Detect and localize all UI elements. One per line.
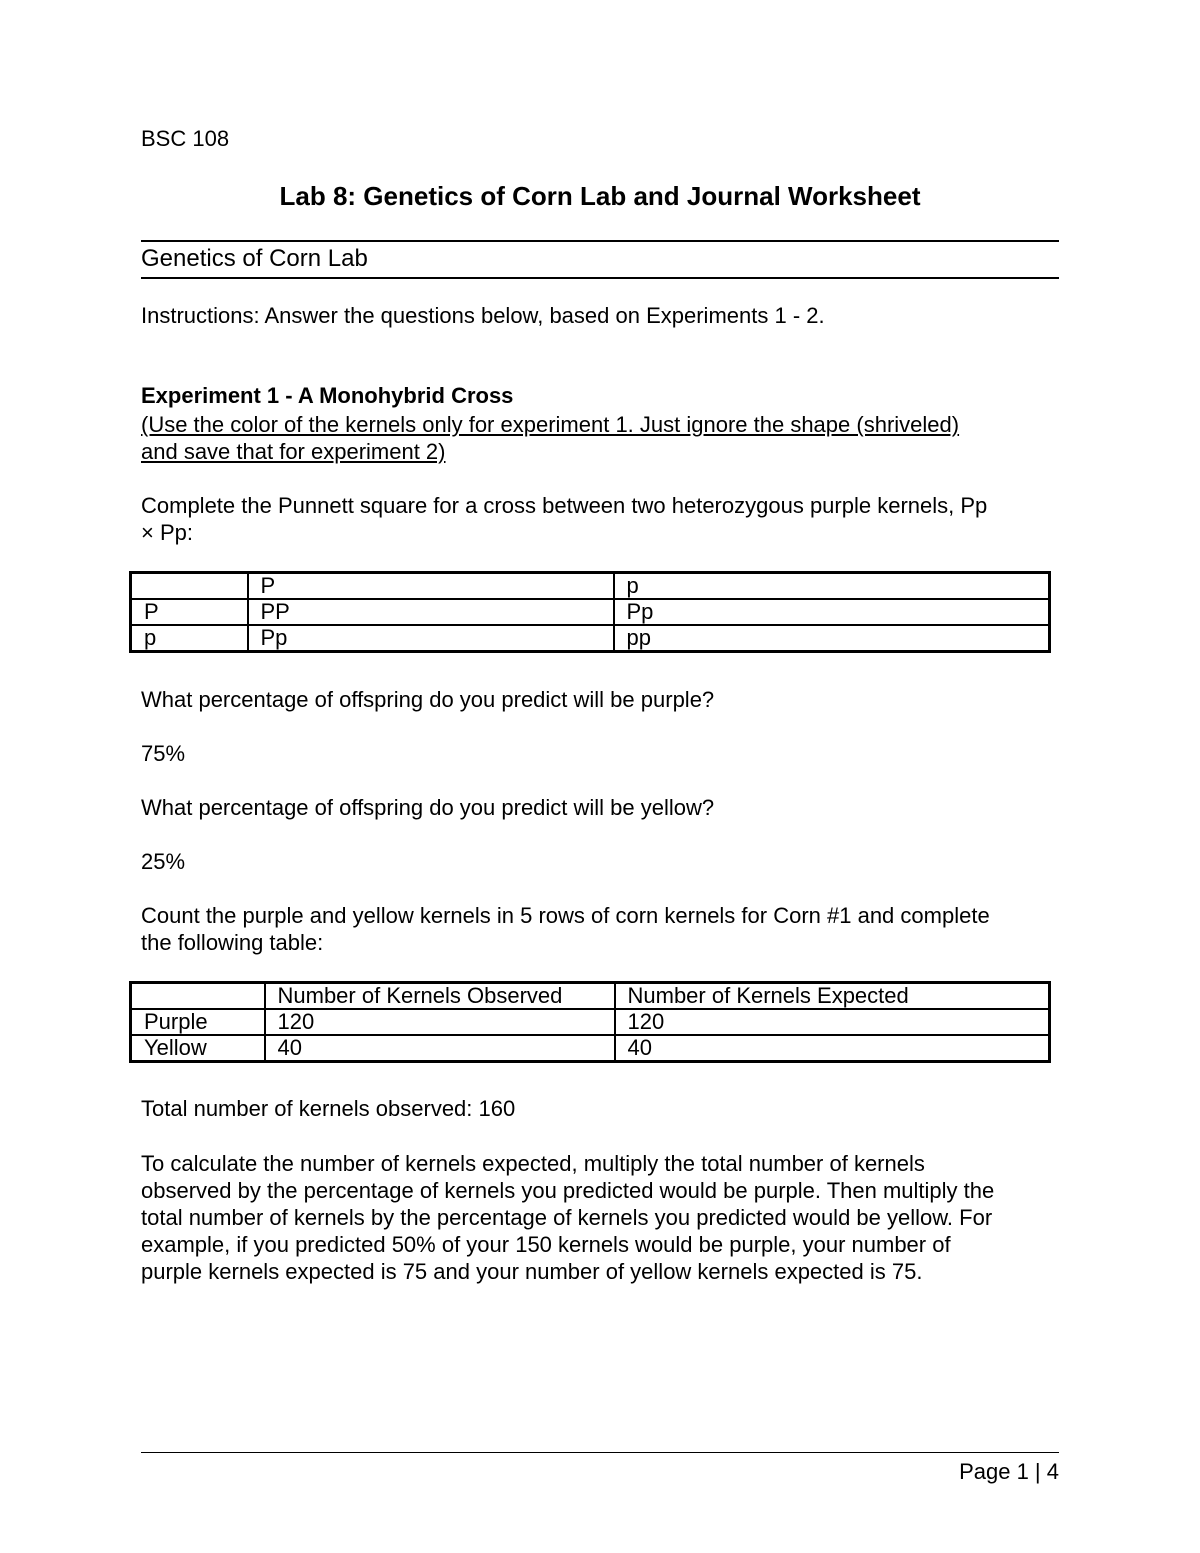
answer-purple: 75% [141, 741, 186, 766]
kernel-count-table [129, 981, 1051, 1063]
document-title: Lab 8: Genetics of Corn Lab and Journal Worksheet [279, 181, 921, 211]
table-row [131, 573, 1050, 600]
table-cell: 120 [615, 1009, 1050, 1035]
count-prompt-line-2: the following table: [141, 930, 324, 955]
instructions: Instructions: Answer the questions below, based on Experiments 1 - 2. [141, 303, 825, 328]
question-purple: What percentage of offspring do you predict will be purple? [141, 687, 715, 712]
experiment-1-heading: Experiment 1 - A Monohybrid Cross [141, 383, 514, 408]
experiment-1-note-line-1: (Use the color of the kernels only for experiment 1. Just ignore the shape (shriveled) [141, 412, 960, 437]
table-cell: PP [248, 599, 614, 625]
table-cell: Pp [248, 625, 614, 652]
table-row [131, 599, 1050, 625]
table-cell: 120 [265, 1009, 615, 1035]
table-cell: P [131, 599, 248, 625]
table-cell: Purple [131, 1009, 265, 1035]
punnett-prompt-line-1: Complete the Punnett square for a cross between two heterozygous purple kernels, Pp [141, 493, 988, 518]
course-code: BSC 108 [141, 126, 230, 151]
question-yellow: What percentage of offspring do you predict will be yellow? [141, 795, 715, 820]
punnett-square-table [129, 571, 1051, 653]
table-cell: pp [614, 625, 1050, 652]
table-cell: 40 [615, 1035, 1050, 1062]
page-number: Page 1 | 4 [959, 1459, 1059, 1484]
table-cell: p [614, 573, 1050, 600]
experiment-1-note-line-2: and save that for experiment 2) [141, 439, 446, 464]
answer-yellow: 25% [141, 849, 186, 874]
table-cell: Yellow [131, 1035, 265, 1062]
table-row [131, 1009, 1050, 1035]
table-row [131, 1035, 1050, 1062]
table-cell [131, 573, 248, 600]
calc-line-1: To calculate the number of kernels expected, multiply the total number of kernels [141, 1151, 925, 1176]
count-prompt-line-1: Count the purple and yellow kernels in 5 rows of corn kernels for Corn #1 and complete [141, 903, 990, 928]
footer-divider [141, 1452, 1059, 1453]
table-cell: Pp [614, 599, 1050, 625]
calc-line-3: total number of kernels by the percentage of kernels you predicted would be yellow. For [141, 1205, 993, 1230]
calc-line-5: purple kernels expected is 75 and your number of yellow kernels expected is 75. [141, 1259, 923, 1284]
table-cell: Number of Kernels Expected [615, 983, 1050, 1010]
table-cell: Number of Kernels Observed [265, 983, 615, 1010]
calc-line-2: observed by the percentage of kernels you predicted would be purple. Then multiply the [141, 1178, 995, 1203]
table-cell: 40 [265, 1035, 615, 1062]
table-row [131, 625, 1050, 652]
calc-line-4: example, if you predicted 50% of your 150 kernels would be purple, your number of [141, 1232, 951, 1257]
total-kernels: Total number of kernels observed: 160 [141, 1096, 516, 1121]
punnett-prompt-line-2: × Pp: [141, 520, 193, 545]
table-cell [131, 983, 265, 1010]
table-cell: P [248, 573, 614, 600]
table-row [131, 983, 1050, 1010]
section-heading: Genetics of Corn Lab [141, 240, 1059, 279]
table-cell: p [131, 625, 248, 652]
